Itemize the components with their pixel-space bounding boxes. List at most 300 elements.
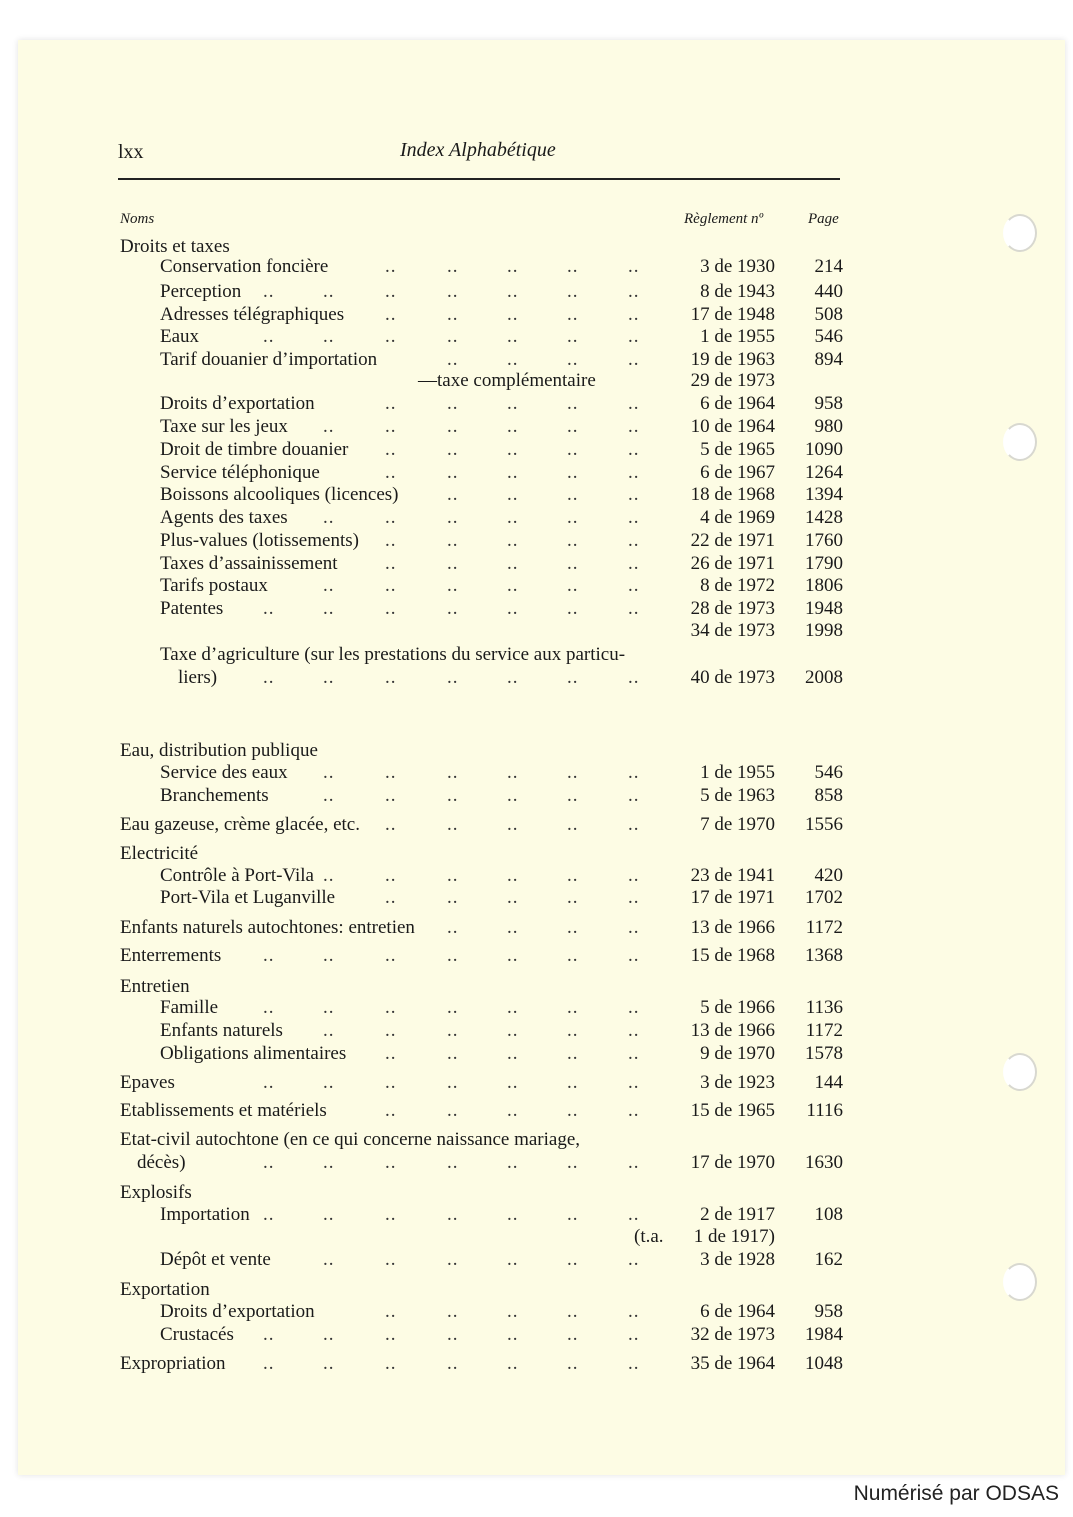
leader-dots: ..: [385, 1301, 397, 1322]
leader-dots: ..: [567, 507, 579, 528]
regulation-number: 34 de 1973: [690, 620, 775, 641]
leader-dots: ..: [323, 1020, 335, 1041]
leader-dots: ..: [323, 865, 335, 886]
index-subentry: [0, 393, 1073, 415]
entry-name: Plus-values (lotissements): [160, 530, 359, 551]
leader-dots: ..: [628, 997, 640, 1018]
leader-dots: ..: [385, 887, 397, 908]
leader-dots: ..: [567, 1204, 579, 1225]
index-subentry: [0, 370, 1073, 392]
header-rule: [118, 178, 840, 180]
entry-name: Famille: [160, 997, 219, 1018]
regulation-number: 5 de 1963: [700, 785, 775, 806]
leader-dots: ..: [447, 416, 459, 437]
page-reference: 1090: [805, 439, 843, 460]
index-subentry: [0, 865, 1073, 887]
leader-dots: ..: [628, 462, 640, 483]
leader-dots: ..: [567, 997, 579, 1018]
regulation-number: 5 de 1965: [700, 439, 775, 460]
entry-name: décès): [137, 1152, 186, 1173]
index-subentry: [0, 1043, 1073, 1065]
page-reference: 420: [814, 865, 843, 886]
leader-dots: ..: [507, 887, 519, 908]
leader-dots: ..: [507, 667, 519, 688]
entry-name: Eau, distribution publique: [120, 740, 318, 761]
regulation-number: 32 de 1973: [690, 1324, 775, 1345]
leader-dots: ..: [385, 575, 397, 596]
leader-dots: ..: [447, 865, 459, 886]
page-reference: 1760: [805, 530, 843, 551]
leader-dots: ..: [628, 1152, 640, 1173]
leader-dots: ..: [447, 553, 459, 574]
leader-dots: ..: [447, 945, 459, 966]
leader-dots: ..: [507, 785, 519, 806]
entry-name: Contrôle à Port-Vila: [160, 865, 314, 886]
regulation-number: 6 de 1964: [700, 393, 775, 414]
leader-dots: ..: [507, 945, 519, 966]
leader-dots: ..: [628, 439, 640, 460]
leader-dots: ..: [447, 393, 459, 414]
leader-dots: ..: [447, 1301, 459, 1322]
leader-dots: ..: [323, 997, 335, 1018]
entry-name: (t.a.: [634, 1226, 664, 1247]
leader-dots: ..: [567, 945, 579, 966]
leader-dots: ..: [507, 553, 519, 574]
leader-dots: ..: [507, 865, 519, 886]
leader-dots: ..: [628, 887, 640, 908]
page-reference: 2008: [805, 667, 843, 688]
leader-dots: ..: [628, 1204, 640, 1225]
leader-dots: ..: [507, 439, 519, 460]
page-reference: 1136: [805, 997, 843, 1018]
regulation-number: 18 de 1968: [690, 484, 775, 505]
entry-name: Importation: [160, 1204, 250, 1225]
leader-dots: ..: [447, 256, 459, 277]
leader-dots: ..: [507, 507, 519, 528]
leader-dots: ..: [507, 814, 519, 835]
leader-dots: ..: [263, 281, 275, 302]
leader-dots: ..: [567, 439, 579, 460]
leader-dots: ..: [628, 1249, 640, 1270]
leader-dots: ..: [447, 462, 459, 483]
leader-dots: ..: [628, 507, 640, 528]
leader-dots: ..: [323, 945, 335, 966]
entry-name: Conservation foncière: [160, 256, 329, 277]
leader-dots: ..: [507, 530, 519, 551]
regulation-number: 28 de 1973: [690, 598, 775, 619]
leader-dots: ..: [263, 1072, 275, 1093]
regulation-number: 7 de 1970: [700, 814, 775, 835]
page-reference: 1116: [806, 1100, 843, 1121]
leader-dots: ..: [385, 667, 397, 688]
page-reference: 1984: [805, 1324, 843, 1345]
leader-dots: ..: [447, 349, 459, 370]
index-subentry: [0, 349, 1073, 371]
leader-dots: ..: [447, 887, 459, 908]
leader-dots: ..: [263, 326, 275, 347]
index-subentry: [0, 1324, 1073, 1346]
index-entry: [0, 740, 1073, 762]
leader-dots: ..: [385, 762, 397, 783]
regulation-number: 22 de 1971: [690, 530, 775, 551]
entry-name: Taxe d’agriculture (sur les prestations du service aux particu-: [160, 644, 626, 665]
index-subentry: [0, 1301, 1073, 1323]
entry-name: Eau gazeuse, crème glacée, etc.: [120, 814, 360, 835]
index-entry: [0, 976, 1073, 998]
leader-dots: ..: [507, 1072, 519, 1093]
leader-dots: ..: [507, 1152, 519, 1173]
entry-name: Dépôt et vente: [160, 1249, 271, 1270]
entry-name: Electricité: [120, 843, 199, 864]
leader-dots: ..: [385, 439, 397, 460]
leader-dots: ..: [567, 575, 579, 596]
leader-dots: ..: [507, 462, 519, 483]
page-reference: 162: [814, 1249, 843, 1270]
entry-name: Taxes d’assainissement: [160, 553, 338, 574]
index-subentry: [0, 326, 1073, 348]
leader-dots: ..: [447, 1324, 459, 1345]
page-reference: 1630: [805, 1152, 843, 1173]
leader-dots: ..: [567, 304, 579, 325]
leader-dots: ..: [628, 1324, 640, 1345]
leader-dots: ..: [385, 865, 397, 886]
leader-dots: ..: [567, 865, 579, 886]
entry-name: Crustacés: [160, 1324, 234, 1345]
running-title: Index Alphabétique: [400, 139, 556, 161]
page-reference: 1172: [805, 1020, 843, 1041]
regulation-number: 15 de 1968: [690, 945, 775, 966]
leader-dots: ..: [628, 484, 640, 505]
regulation-number: 13 de 1966: [690, 917, 775, 938]
leader-dots: ..: [507, 256, 519, 277]
entry-name: Service des eaux: [160, 762, 288, 783]
leader-dots: ..: [385, 507, 397, 528]
entry-name: Taxe sur les jeux: [160, 416, 288, 437]
entry-name: Enfants naturels: [160, 1020, 283, 1041]
leader-dots: ..: [447, 530, 459, 551]
leader-dots: ..: [385, 785, 397, 806]
entry-name: Enfants naturels autochtones: entretien: [120, 917, 415, 938]
leader-dots: ..: [567, 1072, 579, 1093]
leader-dots: ..: [447, 575, 459, 596]
leader-dots: ..: [507, 484, 519, 505]
leader-dots: ..: [567, 530, 579, 551]
regulation-number: 23 de 1941: [690, 865, 775, 886]
leader-dots: ..: [323, 281, 335, 302]
leader-dots: ..: [628, 326, 640, 347]
regulation-number: 2 de 1917: [700, 1204, 775, 1225]
page-reference: 1368: [805, 945, 843, 966]
entry-name: Exportation: [120, 1279, 210, 1300]
entry-name: Droits et taxes: [120, 236, 230, 257]
leader-dots: ..: [323, 1324, 335, 1345]
leader-dots: ..: [447, 326, 459, 347]
leader-dots: ..: [507, 1353, 519, 1374]
index-entry: [0, 236, 1073, 258]
digitization-credit: Numérisé par ODSAS: [853, 1482, 1059, 1505]
entry-name: Epaves: [120, 1072, 175, 1093]
page-reference: 1948: [805, 598, 843, 619]
page-reference: 1264: [805, 462, 843, 483]
leader-dots: ..: [447, 667, 459, 688]
regulation-number: 1 de 1955: [700, 326, 775, 347]
entry-name: Agents des taxes: [160, 507, 288, 528]
regulation-number: 6 de 1967: [700, 462, 775, 483]
leader-dots: ..: [507, 917, 519, 938]
leader-dots: ..: [385, 1152, 397, 1173]
leader-dots: ..: [628, 1072, 640, 1093]
index-subentry: [0, 785, 1073, 807]
leader-dots: ..: [323, 1249, 335, 1270]
page-reference: 1806: [805, 575, 843, 596]
leader-dots: ..: [323, 326, 335, 347]
leader-dots: ..: [507, 416, 519, 437]
page-reference: 108: [814, 1204, 843, 1225]
leader-dots: ..: [385, 326, 397, 347]
index-subentry: [0, 620, 1073, 642]
regulation-number: 8 de 1972: [700, 575, 775, 596]
leader-dots: ..: [263, 598, 275, 619]
regulation-number: 1 de 1917): [693, 1226, 775, 1247]
index-entry: [0, 1129, 1073, 1151]
regulation-number: 19 de 1963: [690, 349, 775, 370]
leader-dots: ..: [507, 1043, 519, 1064]
leader-dots: ..: [323, 762, 335, 783]
page-reference: 1394: [805, 484, 843, 505]
leader-dots: ..: [567, 553, 579, 574]
leader-dots: ..: [385, 1043, 397, 1064]
page-reference: 958: [814, 1301, 843, 1322]
regulation-number: 29 de 1973: [690, 370, 775, 391]
entry-name: Port-Vila et Luganville: [160, 887, 336, 908]
leader-dots: ..: [628, 814, 640, 835]
leader-dots: ..: [628, 575, 640, 596]
leader-dots: ..: [507, 575, 519, 596]
leader-dots: ..: [507, 997, 519, 1018]
leader-dots: ..: [567, 1152, 579, 1173]
page-reference: 894: [814, 349, 843, 370]
leader-dots: ..: [628, 865, 640, 886]
leader-dots: ..: [628, 1353, 640, 1374]
leader-dots: ..: [385, 393, 397, 414]
leader-dots: ..: [447, 439, 459, 460]
leader-dots: ..: [628, 553, 640, 574]
index-entry: [0, 1182, 1073, 1204]
leader-dots: ..: [385, 281, 397, 302]
leader-dots: ..: [385, 530, 397, 551]
leader-dots: ..: [323, 1152, 335, 1173]
leader-dots: ..: [323, 1072, 335, 1093]
leader-dots: ..: [385, 304, 397, 325]
leader-dots: ..: [507, 326, 519, 347]
leader-dots: ..: [385, 1020, 397, 1041]
leader-dots: ..: [567, 887, 579, 908]
leader-dots: ..: [447, 1152, 459, 1173]
page-reference: 546: [814, 326, 843, 347]
page-reference: 1048: [805, 1353, 843, 1374]
index-subentry: [0, 1204, 1073, 1226]
leader-dots: ..: [385, 256, 397, 277]
leader-dots: ..: [447, 1100, 459, 1121]
leader-dots: ..: [567, 785, 579, 806]
leader-dots: ..: [507, 1020, 519, 1041]
index-subentry: [0, 416, 1073, 438]
leader-dots: ..: [628, 304, 640, 325]
leader-dots: ..: [567, 762, 579, 783]
leader-dots: ..: [323, 507, 335, 528]
index-subentry: [0, 439, 1073, 461]
leader-dots: ..: [628, 945, 640, 966]
index-entry: [0, 1279, 1073, 1301]
entry-name: Droits d’exportation: [160, 1301, 315, 1322]
regulation-number: 3 de 1930: [700, 256, 775, 277]
entry-name: Eaux: [160, 326, 200, 347]
entry-name: Service téléphonique: [160, 462, 320, 483]
leader-dots: ..: [447, 507, 459, 528]
entry-name: Entretien: [120, 976, 190, 997]
page-reference: 958: [814, 393, 843, 414]
leader-dots: ..: [447, 484, 459, 505]
entry-name: Etat-civil autochtone (en ce qui concerne naissance mariage,: [120, 1129, 580, 1150]
leader-dots: ..: [628, 281, 640, 302]
page-reference: 508: [814, 304, 843, 325]
entry-name: Droit de timbre douanier: [160, 439, 349, 460]
leader-dots: ..: [263, 1204, 275, 1225]
leader-dots: ..: [385, 1072, 397, 1093]
index-subentry: [0, 575, 1073, 597]
index-subentry: [0, 667, 1073, 689]
leader-dots: ..: [567, 1043, 579, 1064]
leader-dots: ..: [263, 1152, 275, 1173]
index-subentry: [0, 304, 1073, 326]
entry-name: Explosifs: [120, 1182, 192, 1203]
leader-dots: ..: [447, 785, 459, 806]
leader-dots: ..: [323, 416, 335, 437]
leader-dots: ..: [567, 667, 579, 688]
index-subentry: [0, 462, 1073, 484]
index-entry: [0, 843, 1073, 865]
entry-name: Perception: [160, 281, 242, 302]
index-subentry: [0, 507, 1073, 529]
leader-dots: ..: [447, 598, 459, 619]
leader-dots: ..: [628, 785, 640, 806]
index-subentry: [0, 997, 1073, 1019]
leader-dots: ..: [507, 281, 519, 302]
index-subentry: [0, 256, 1073, 278]
leader-dots: ..: [567, 814, 579, 835]
leader-dots: ..: [628, 598, 640, 619]
leader-dots: ..: [447, 1072, 459, 1093]
leader-dots: ..: [567, 393, 579, 414]
leader-dots: ..: [507, 1301, 519, 1322]
leader-dots: ..: [507, 349, 519, 370]
index-subentry: [0, 1249, 1073, 1271]
leader-dots: ..: [507, 1249, 519, 1270]
index-subentry: [0, 644, 1073, 666]
leader-dots: ..: [263, 997, 275, 1018]
leader-dots: ..: [447, 1204, 459, 1225]
leader-dots: ..: [628, 1020, 640, 1041]
regulation-number: 15 de 1965: [690, 1100, 775, 1121]
leader-dots: ..: [323, 785, 335, 806]
leader-dots: ..: [567, 1020, 579, 1041]
regulation-number: 6 de 1964: [700, 1301, 775, 1322]
leader-dots: ..: [507, 393, 519, 414]
leader-dots: ..: [385, 945, 397, 966]
leader-dots: ..: [323, 1353, 335, 1374]
leader-dots: ..: [567, 416, 579, 437]
column-header-regulation: Règlement nº: [684, 211, 764, 227]
index-subentry: [0, 762, 1073, 784]
leader-dots: ..: [385, 462, 397, 483]
leader-dots: ..: [385, 814, 397, 835]
index-entry: [0, 1072, 1073, 1094]
index-subentry: [0, 1020, 1073, 1042]
leader-dots: ..: [447, 304, 459, 325]
regulation-number: 9 de 1970: [700, 1043, 775, 1064]
leader-dots: ..: [507, 1100, 519, 1121]
column-header-names: Noms: [120, 211, 155, 227]
index-subentry: [0, 553, 1073, 575]
page-reference: 1998: [805, 620, 843, 641]
leader-dots: ..: [385, 1204, 397, 1225]
leader-dots: ..: [323, 1204, 335, 1225]
index-subentry: [0, 484, 1073, 506]
leader-dots: ..: [628, 256, 640, 277]
leader-dots: ..: [447, 997, 459, 1018]
page-reference: 1172: [805, 917, 843, 938]
leader-dots: ..: [628, 393, 640, 414]
leader-dots: ..: [385, 1324, 397, 1345]
leader-dots: ..: [567, 1249, 579, 1270]
regulation-number: 5 de 1966: [700, 997, 775, 1018]
leader-dots: ..: [567, 1353, 579, 1374]
leader-dots: ..: [447, 814, 459, 835]
leader-dots: ..: [507, 1204, 519, 1225]
leader-dots: ..: [385, 416, 397, 437]
leader-dots: ..: [628, 1043, 640, 1064]
entry-name: Obligations alimentaires: [160, 1043, 347, 1064]
entry-name: Boissons alcooliques (licences): [160, 484, 399, 505]
page-reference: 144: [814, 1072, 843, 1093]
leader-dots: ..: [385, 553, 397, 574]
regulation-number: 4 de 1969: [700, 507, 775, 528]
leader-dots: ..: [263, 1324, 275, 1345]
leader-dots: ..: [323, 667, 335, 688]
leader-dots: ..: [628, 416, 640, 437]
regulation-number: 17 de 1970: [690, 1152, 775, 1173]
index-subentry: [0, 598, 1073, 620]
leader-dots: ..: [567, 917, 579, 938]
page-reference: 440: [814, 281, 843, 302]
page-reference: 1428: [805, 507, 843, 528]
page-number: lxx: [118, 141, 144, 163]
leader-dots: ..: [567, 1100, 579, 1121]
leader-dots: ..: [567, 256, 579, 277]
entry-name: Tarif douanier d’importation: [160, 349, 378, 370]
entry-name: Tarifs postaux: [160, 575, 268, 596]
entry-name: Enterrements: [120, 945, 222, 966]
regulation-number: 40 de 1973: [690, 667, 775, 688]
index-entry: [0, 945, 1073, 967]
index-subentry: [0, 530, 1073, 552]
leader-dots: ..: [567, 281, 579, 302]
index-entry: [0, 814, 1073, 836]
leader-dots: ..: [507, 762, 519, 783]
page-reference: 1556: [805, 814, 843, 835]
regulation-number: 26 de 1971: [690, 553, 775, 574]
entry-name: liers): [178, 667, 218, 688]
